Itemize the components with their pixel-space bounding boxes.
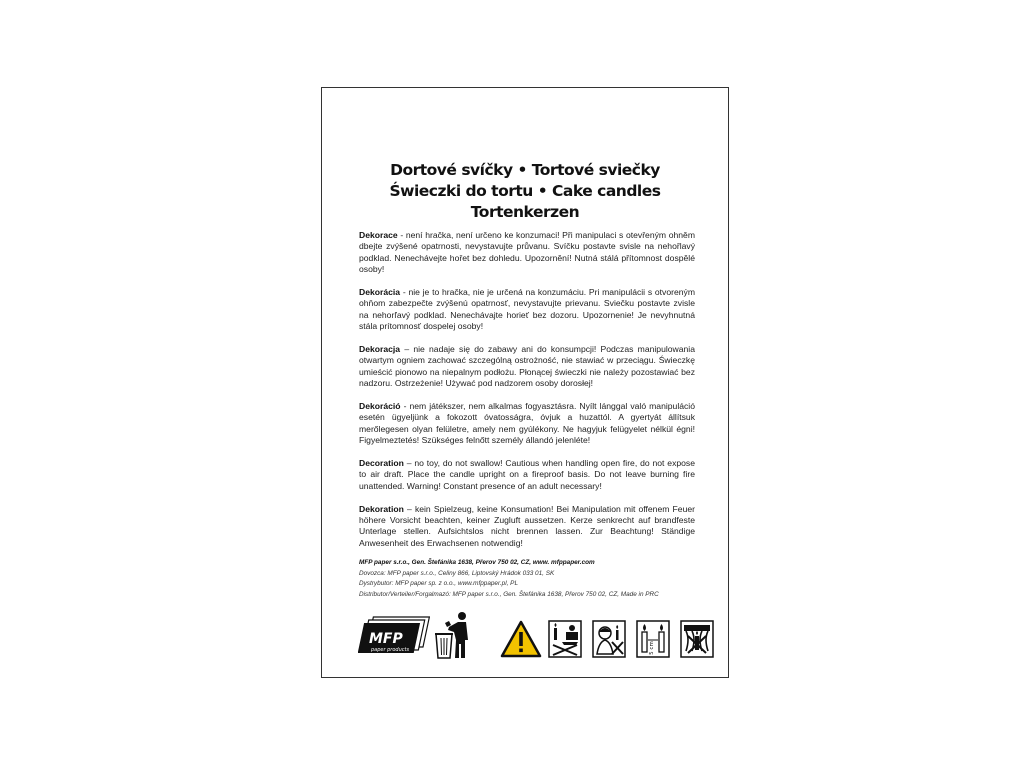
paragraph-cz (359, 230, 695, 276)
paragraph-text: - nem játékszer, nem alkalmas fogyasztásra. Nyílt lánggal való manipuláció esetén ügyeljünk a fokozott óvatosságra, óvjuk a huzattól. A gyertyát állítsuk merőlegesen olyan felületre, amely nem gyúlékony. Ne hagyjuk felügyelet nélkül égni! Figyelmeztetés! Szükséges felnőtt személy állandó jelenléte! (359, 401, 695, 446)
instructions-body (359, 230, 695, 561)
distance-label: 5 cm (649, 641, 655, 655)
paragraph-hu (359, 401, 695, 447)
mfp-logo (358, 614, 430, 656)
logo-brand: MFP (369, 631, 403, 647)
pictogram-row (322, 608, 728, 668)
paragraph-lead: Dekoration (359, 503, 404, 514)
tidyman-recycle-icon (432, 610, 474, 660)
paragraph-lead: Dekoráció (359, 401, 401, 412)
imprint-line: Dystrybutor: MFP paper sp. z o.o., www.mfppaper.pl, PL (359, 580, 518, 588)
child-supervision-icon (592, 620, 626, 658)
paragraph-text: – nie nadaje się do zabawy ani do konsumpcji! Podczas manipulowania otwartym ogniem zachować szczególną ostrożność, nie stawiać w przeciągu. Świeczkę umieścić pionowo na niepalnym podłożu. Płonącej świeczki nie należy pozostawiać bez nadzoru. Ostrzeżenie! Używać pod nadzorem osoby dorosłej! (359, 344, 695, 389)
imprint-line: Dovozca: MFP paper s.r.o., Celiny 866, Liptovský Hrádok 033 01, SK (359, 569, 555, 577)
paragraph-lead: Decoration (359, 458, 404, 469)
paragraph-text: - není hračka, není určeno ke konzumaci! Při manipulaci s otevřeným ohněm dbejte zvýšené opatrnosti, nevystavujte průvanu. Svíčku postavte svisle na nehořlavý podklad. Nenechávejte hořet bez dohledu. Upozornění! Nutná stálá přítomnost dospělé osoby! (359, 230, 695, 275)
imprint (359, 558, 699, 600)
title-line: Tortenkerzen (470, 203, 580, 221)
paragraph-pl (359, 344, 695, 390)
paragraph-de (359, 504, 695, 550)
paragraph-text: – kein Spielzeug, keine Konsumation! Bei Manipulation mit offenem Feuer höhere Vorsicht beachten, keiner Zugluft aussetzen. Kerze senkrecht auf brandfeste Unterlage stellen. Aufsichtslos nicht brennen lassen. Zur Beachtung! Ständige Anwesenheit des Erwachsenen notwendig! (359, 503, 695, 548)
title-line: Świeczki do tortu • Cake candles (389, 182, 661, 200)
not-edible-icon (548, 620, 582, 658)
imprint-line: Distributor/Verteiler/Forgalmazó: MFP paper s.r.o., Gen. Štefánika 1638, Přerov 750 02, CZ, Made in PRC (359, 590, 659, 598)
title-line: Dortové svíčky • Tortové sviečky (390, 161, 660, 179)
candle-instructions-sheet (321, 87, 729, 678)
warning-triangle-icon (500, 620, 542, 658)
document-title (322, 160, 728, 223)
paragraph-lead: Dekorace (359, 230, 398, 240)
paragraph-en (359, 458, 695, 492)
paragraph-text: – no toy, do not swallow! Cautious when handling open fire, do not expose to air draft. Place the candle upright on a fireproof basis. Do not leave burning fire unattended. Warning! Constant presence of an adult necessary! (359, 458, 695, 491)
no-draft-icon (680, 620, 714, 658)
candle-distance-icon (636, 620, 670, 658)
imprint-line: MFP paper s.r.o., Gen. Štefánika 1638, Přerov 750 02, CZ, www. mfppaper.com (359, 559, 595, 566)
paragraph-lead: Dekoracja (359, 344, 401, 355)
paragraph-text: - nie je to hračka, nie je určená na konzumáciu. Pri manipulácii s otvoreným ohňom zabezpečte zvýšenú opatrnosť, nevystavujte prievanu. Sviečku postavte zvisle na nehorľavý podklad. Nenechávajte horieť bez dozoru. Upozornenie! Je nevyhnutná stála prítomnosť dospelej osoby! (359, 287, 695, 332)
paragraph-lead: Dekorácia (359, 287, 401, 298)
paragraph-sk (359, 287, 695, 333)
logo-tagline: paper products (371, 647, 410, 653)
